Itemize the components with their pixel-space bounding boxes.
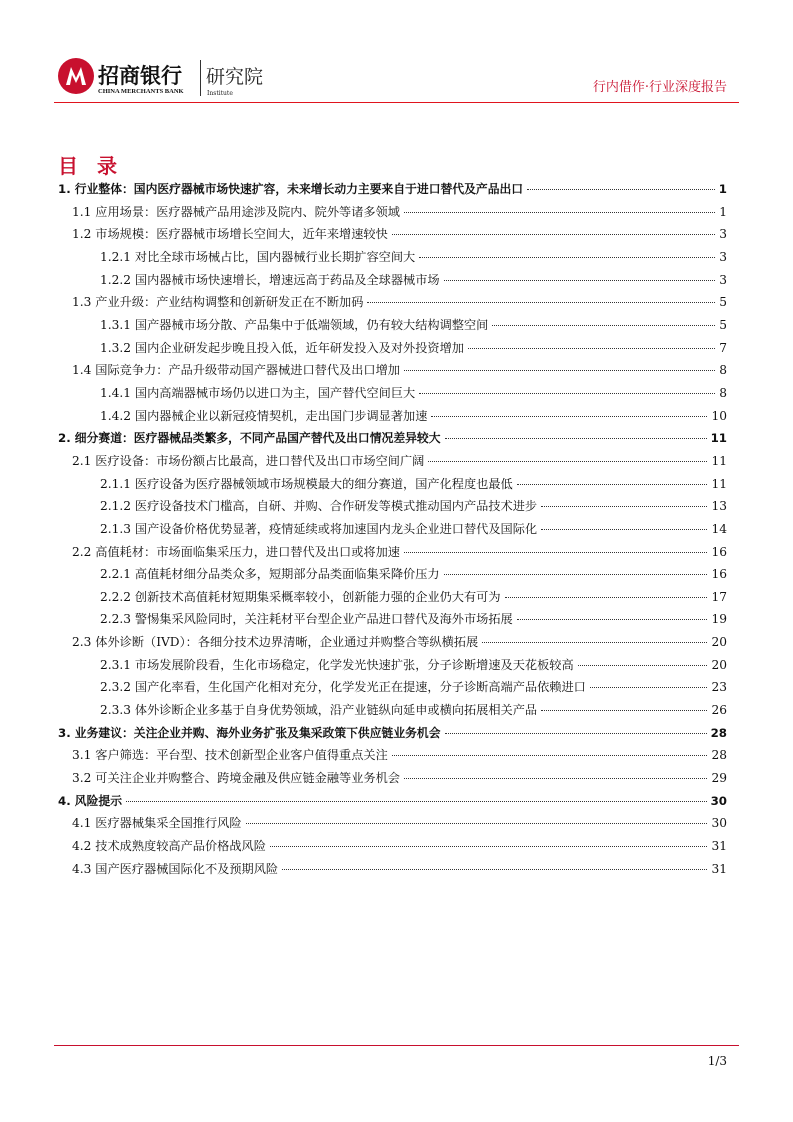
toc-entry[interactable] — [58, 746, 727, 769]
toc-entry-label: 2.3 体外诊断（IVD）：各细分技术边界清晰，企业通过并购整合等纵横拓展 — [72, 635, 479, 650]
dot-leader — [126, 801, 707, 802]
dot-leader — [541, 710, 707, 711]
toc-entry-page: 20 — [711, 657, 727, 672]
dot-leader — [419, 257, 715, 258]
toc-entry[interactable] — [58, 656, 727, 679]
dot-leader — [246, 823, 708, 824]
table-of-contents — [58, 180, 727, 882]
toc-entry-label: 3.1 客户筛选：平台型、技术创新型企业客户值得重点关注 — [72, 748, 388, 763]
toc-entry-label: 2. 细分赛道：医疗器械品类繁多，不同产品国产替代及出口情况差异较大 — [58, 431, 441, 446]
toc-entry-label: 2.1.3 国产设备价格优势显著，疫情延续或将加速国内龙头企业进口替代及国际化 — [100, 521, 538, 536]
toc-entry[interactable] — [58, 565, 727, 588]
toc-entry-label: 2.1.2 医疗设备技术门槛高，自研、并购、合作研发等模式推动国内产品技术进步 — [100, 499, 538, 514]
dot-leader — [445, 733, 707, 734]
dot-leader — [482, 642, 707, 643]
toc-entry-label: 2.2.2 创新技术高值耗材短期集采概率较小，创新能力强的企业仍大有可为 — [100, 589, 501, 604]
toc-entry-label: 1.3 产业升级：产业结构调整和创新研发正在不断加码 — [72, 295, 364, 310]
toc-entry-label: 1.4 国际竞争力：产品升级带动国产器械进口替代及出口增加 — [72, 363, 400, 378]
toc-entry-label: 1.2.1 对比全球市场械占比，国内器械行业长期扩容空间大 — [100, 249, 416, 264]
toc-entry-label: 1.3.1 国产器械市场分散、产品集中于低端领域，仍有较大结构调整空间 — [100, 317, 489, 332]
toc-entry-label: 1.1 应用场景：医疗器械产品用途涉及院内、院外等诸多领域 — [72, 204, 400, 219]
toc-entry-page: 3 — [719, 249, 727, 264]
toc-entry[interactable] — [58, 225, 727, 248]
dot-leader — [404, 552, 708, 553]
toc-entry-label: 2.3.3 体外诊断企业多基于自身优势领域，沿产业链纵向延申或横向拓展相关产品 — [100, 703, 538, 718]
toc-entry[interactable] — [58, 543, 727, 566]
toc-entry-page: 19 — [711, 612, 727, 627]
toc-entry-page: 30 — [711, 816, 727, 831]
toc-entry-label: 2.2.1 高值耗材细分品类众多，短期部分品类面临集采降价压力 — [100, 567, 440, 582]
dot-leader — [492, 325, 715, 326]
toc-entry-page: 30 — [710, 793, 727, 808]
toc-entry-label: 2.1 医疗设备：市场份额占比最高，进口替代及出口市场空间广阔 — [72, 453, 425, 468]
toc-entry[interactable] — [58, 837, 727, 860]
cmb-logo-icon — [58, 58, 94, 94]
toc-entry-label: 2.1.1 医疗设备为医疗器械领域市场规模最大的细分赛道，国产化程度也最低 — [100, 476, 513, 491]
toc-entry[interactable] — [58, 271, 727, 294]
dot-leader — [505, 597, 708, 598]
toc-entry[interactable] — [58, 339, 727, 362]
toc-entry[interactable] — [58, 361, 727, 384]
toc-entry-label: 4.1 医疗器械集采全国推行风险 — [72, 816, 242, 831]
toc-entry-label: 3.2 可关注企业并购整合、跨境金融及供应链金融等业务机会 — [72, 771, 400, 786]
toc-entry-label: 1.4.2 国内器械企业以新冠疫情契机，走出国门步调显著加速 — [100, 408, 428, 423]
dot-leader — [270, 846, 708, 847]
toc-entry-page: 14 — [711, 521, 727, 536]
toc-entry-page: 28 — [710, 725, 727, 740]
toc-entry[interactable] — [58, 724, 727, 747]
footer-rule — [54, 1045, 739, 1046]
toc-entry-page: 31 — [711, 839, 727, 854]
dot-leader — [392, 755, 708, 756]
toc-entry[interactable] — [58, 792, 727, 815]
dot-leader — [428, 461, 707, 462]
toc-entry-page: 3 — [719, 272, 727, 287]
institute-name: 研究院 — [206, 66, 264, 88]
dot-leader — [517, 619, 708, 620]
toc-entry[interactable] — [58, 452, 727, 475]
toc-entry[interactable] — [58, 769, 727, 792]
toc-entry-page: 23 — [711, 680, 727, 695]
toc-entry-label: 1.2.2 国内器械市场快速增长，增速远高于药品及全球器械市场 — [100, 272, 440, 287]
dot-leader — [590, 687, 708, 688]
toc-entry-page: 17 — [711, 589, 727, 604]
toc-entry-page: 29 — [711, 771, 727, 786]
toc-entry-label: 2.3.1 市场发展阶段看，生化市场稳定，化学发光快速扩张，分子诊断增速及天花板较高 — [100, 657, 574, 672]
toc-entry-page: 8 — [719, 363, 727, 378]
dot-leader — [541, 529, 707, 530]
toc-entry-label: 4. 风险提示 — [58, 793, 122, 808]
toc-entry[interactable] — [58, 701, 727, 724]
toc-entry-page: 26 — [711, 703, 727, 718]
dot-leader — [419, 393, 715, 394]
dot-leader — [404, 778, 708, 779]
toc-entry-page: 3 — [719, 227, 727, 242]
header-rule — [54, 102, 739, 103]
toc-entry-page: 5 — [719, 295, 727, 310]
toc-entry[interactable] — [58, 678, 727, 701]
dot-leader — [445, 438, 707, 439]
toc-entry-label: 1.2 市场规模：医疗器械市场增长空间大，近年来增速较快 — [72, 227, 388, 242]
toc-entry-label: 4.2 技术成熟度较高产品价格战风险 — [72, 839, 266, 854]
toc-entry-page: 20 — [711, 635, 727, 650]
toc-entry[interactable] — [58, 497, 727, 520]
report-type: 行内借作·行业深度报告 — [592, 80, 727, 95]
toc-entry-label: 1.4.1 国内高端器械市场仍以进口为主，国产替代空间巨大 — [100, 385, 416, 400]
dot-leader — [444, 574, 708, 575]
toc-entry-page: 7 — [719, 340, 727, 355]
dot-leader — [392, 234, 715, 235]
toc-entry[interactable] — [58, 520, 727, 543]
toc-entry[interactable] — [58, 180, 727, 203]
toc-entry-page: 16 — [711, 567, 727, 582]
toc-entry[interactable] — [58, 316, 727, 339]
toc-entry[interactable] — [58, 814, 727, 837]
dot-leader — [468, 348, 715, 349]
toc-entry[interactable] — [58, 429, 727, 452]
institute-name-en: Institute — [207, 90, 233, 97]
toc-entry-page: 11 — [710, 431, 727, 446]
toc-entry-label: 1. 行业整体：国内医疗器械市场快速扩容，未来增长动力主要来自于进口替代及产品出口 — [58, 182, 524, 196]
toc-entry-page: 1 — [718, 182, 727, 196]
toc-entry-page: 11 — [711, 476, 727, 491]
toc-title: 目 录 — [58, 154, 123, 178]
toc-entry-page: 28 — [711, 748, 727, 763]
toc-entry[interactable] — [58, 610, 727, 633]
toc-entry[interactable] — [58, 475, 727, 498]
toc-entry[interactable] — [58, 588, 727, 611]
toc-entry-label: 2.2.3 警惕集采风险同时，关注耗材平台型企业产品进口替代及海外市场拓展 — [100, 612, 513, 627]
toc-entry[interactable] — [58, 860, 727, 883]
header-divider — [200, 60, 201, 96]
toc-entry[interactable] — [58, 203, 727, 226]
dot-leader — [431, 416, 707, 417]
toc-entry-page: 16 — [711, 544, 727, 559]
toc-entry-label: 4.3 国产医疗器械国际化不及预期风险 — [72, 861, 279, 876]
toc-entry-page: 13 — [711, 499, 727, 514]
page-number: 1/3 — [707, 1054, 727, 1068]
dot-leader — [541, 506, 707, 507]
toc-entry-page: 31 — [711, 861, 727, 876]
toc-entry-page: 11 — [711, 453, 727, 468]
dot-leader — [367, 302, 715, 303]
toc-entry-label: 3. 业务建议：关注企业并购、海外业务扩张及集采政策下供应链业务机会 — [58, 725, 441, 740]
brand-name: 招商银行 — [98, 64, 182, 88]
toc-entry-page: 8 — [719, 385, 727, 400]
toc-entry-page: 10 — [711, 408, 727, 423]
dot-leader — [444, 280, 715, 281]
brand-name-en: CHINA MERCHANTS BANK — [98, 88, 184, 95]
toc-entry-page: 1 — [719, 204, 727, 219]
toc-entry[interactable] — [58, 633, 727, 656]
toc-entry-label: 1.3.2 国内企业研发起步晚且投入低，近年研发投入及对外投资增加 — [100, 340, 464, 355]
toc-entry-label: 2.3.2 国产化率看，生化国产化相对充分，化学发光正在提速，分子诊断高端产品依赖进口 — [100, 680, 586, 695]
dot-leader — [527, 189, 715, 190]
toc-entry-page: 5 — [719, 317, 727, 332]
toc-entry[interactable] — [58, 293, 727, 316]
toc-entry[interactable] — [58, 384, 727, 407]
dot-leader — [404, 212, 715, 213]
dot-leader — [404, 370, 715, 371]
dot-leader — [282, 869, 707, 870]
toc-entry[interactable] — [58, 407, 727, 430]
dot-leader — [517, 484, 708, 485]
toc-entry-label: 2.2 高值耗材：市场面临集采压力，进口替代及出口或将加速 — [72, 544, 400, 559]
toc-entry[interactable] — [58, 248, 727, 271]
dot-leader — [578, 665, 708, 666]
